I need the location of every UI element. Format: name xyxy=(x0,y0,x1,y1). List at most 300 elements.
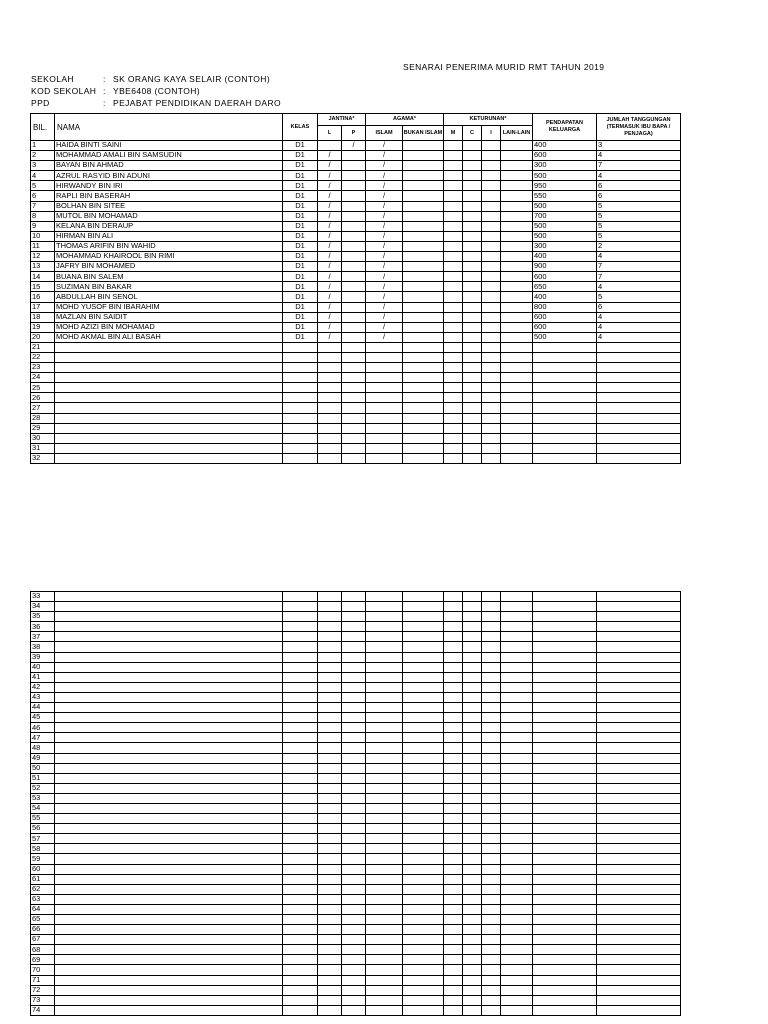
lain-lain-cell xyxy=(501,602,533,612)
pendapatan-cell xyxy=(533,723,597,733)
table-row xyxy=(31,904,681,914)
tanggungan-cell xyxy=(597,864,681,874)
tanggungan-cell xyxy=(597,592,681,602)
lain-lain-cell xyxy=(501,783,533,793)
i-cell xyxy=(482,854,501,864)
p-cell xyxy=(342,231,366,241)
kelas-cell xyxy=(283,743,318,753)
table-row xyxy=(31,834,681,844)
table-row xyxy=(31,141,681,151)
bukan-islam-cell xyxy=(403,423,444,433)
bukan-islam-cell xyxy=(403,262,444,272)
lain-lain-cell xyxy=(501,383,533,393)
m-cell xyxy=(444,925,463,935)
col-nama: NAMA xyxy=(55,114,283,141)
pendapatan-cell: 500 xyxy=(533,201,597,211)
l-cell: / xyxy=(318,252,342,262)
table-row xyxy=(31,393,681,403)
kelas-cell xyxy=(283,935,318,945)
islam-cell: / xyxy=(366,272,403,282)
table-row xyxy=(31,844,681,854)
nama-cell xyxy=(55,975,283,985)
islam-cell xyxy=(366,592,403,602)
c-cell xyxy=(463,312,482,322)
table-row xyxy=(31,602,681,612)
bukan-islam-cell xyxy=(403,874,444,884)
islam-cell xyxy=(366,854,403,864)
nama-cell xyxy=(55,864,283,874)
kelas-cell xyxy=(283,884,318,894)
students-table-continued xyxy=(30,591,681,1016)
pendapatan-cell xyxy=(533,453,597,463)
c-cell xyxy=(463,662,482,672)
bil-cell: 2 xyxy=(31,151,55,161)
table-row xyxy=(31,332,681,342)
p-cell xyxy=(342,824,366,834)
i-cell xyxy=(482,272,501,282)
nama-cell xyxy=(55,393,283,403)
nama-cell xyxy=(55,662,283,672)
bil-cell: 35 xyxy=(31,612,55,622)
c-cell xyxy=(463,763,482,773)
l-cell xyxy=(318,403,342,413)
p-cell xyxy=(342,622,366,632)
table-row xyxy=(31,252,681,262)
p-cell xyxy=(342,322,366,332)
l-cell xyxy=(318,672,342,682)
kelas-cell xyxy=(283,453,318,463)
pendapatan-cell xyxy=(533,814,597,824)
nama-cell: AZRUL RASYID BIN ADUNI xyxy=(55,171,283,181)
l-cell: / xyxy=(318,171,342,181)
bukan-islam-cell xyxy=(403,753,444,763)
kelas-cell: D1 xyxy=(283,312,318,322)
lain-lain-cell xyxy=(501,935,533,945)
bukan-islam-cell xyxy=(403,171,444,181)
bil-cell: 49 xyxy=(31,753,55,763)
tanggungan-cell: 7 xyxy=(597,161,681,171)
bil-cell: 68 xyxy=(31,945,55,955)
nama-cell xyxy=(55,363,283,373)
tanggungan-cell: 6 xyxy=(597,302,681,312)
l-cell xyxy=(318,803,342,813)
i-cell xyxy=(482,211,501,221)
c-cell xyxy=(463,682,482,692)
bil-cell: 23 xyxy=(31,363,55,373)
c-cell xyxy=(463,292,482,302)
p-cell xyxy=(342,925,366,935)
l-cell xyxy=(318,753,342,763)
tanggungan-cell xyxy=(597,945,681,955)
p-cell xyxy=(342,171,366,181)
tanggungan-cell: 4 xyxy=(597,332,681,342)
islam-cell: / xyxy=(366,312,403,322)
col-p: P xyxy=(342,126,366,141)
islam-cell xyxy=(366,622,403,632)
kelas-cell xyxy=(283,662,318,672)
c-cell xyxy=(463,793,482,803)
islam-cell xyxy=(366,763,403,773)
p-cell xyxy=(342,743,366,753)
p-cell xyxy=(342,312,366,322)
bukan-islam-cell xyxy=(403,161,444,171)
islam-cell: / xyxy=(366,211,403,221)
tanggungan-cell xyxy=(597,824,681,834)
i-cell xyxy=(482,602,501,612)
kelas-cell: D1 xyxy=(283,211,318,221)
l-cell: / xyxy=(318,272,342,282)
l-cell xyxy=(318,703,342,713)
p-cell xyxy=(342,803,366,813)
nama-cell xyxy=(55,793,283,803)
i-cell xyxy=(482,844,501,854)
nama-cell xyxy=(55,874,283,884)
islam-cell xyxy=(366,632,403,642)
lain-lain-cell xyxy=(501,874,533,884)
m-cell xyxy=(444,783,463,793)
table-row xyxy=(31,743,681,753)
lain-lain-cell xyxy=(501,403,533,413)
bukan-islam-cell xyxy=(403,925,444,935)
kod-sekolah-line xyxy=(31,86,200,96)
nama-cell: MOHD AKMAL BIN ALI BASAH xyxy=(55,332,283,342)
colon: : xyxy=(103,98,106,108)
tanggungan-cell xyxy=(597,925,681,935)
i-cell xyxy=(482,592,501,602)
bukan-islam-cell xyxy=(403,211,444,221)
table-row xyxy=(31,793,681,803)
i-cell xyxy=(482,443,501,453)
bukan-islam-cell xyxy=(403,955,444,965)
i-cell xyxy=(482,221,501,231)
lain-lain-cell xyxy=(501,834,533,844)
islam-cell xyxy=(366,383,403,393)
l-cell xyxy=(318,935,342,945)
table-row xyxy=(31,191,681,201)
c-cell xyxy=(463,191,482,201)
m-cell xyxy=(444,844,463,854)
nama-cell: JAFRY BIN MOHAMED xyxy=(55,262,283,272)
i-cell xyxy=(482,161,501,171)
l-cell xyxy=(318,733,342,743)
tanggungan-cell xyxy=(597,433,681,443)
islam-cell xyxy=(366,373,403,383)
kelas-cell xyxy=(283,652,318,662)
islam-cell xyxy=(366,884,403,894)
pendapatan-cell xyxy=(533,975,597,985)
colon: : xyxy=(103,86,106,96)
table-row xyxy=(31,423,681,433)
islam-cell xyxy=(366,602,403,612)
kelas-cell xyxy=(283,672,318,682)
lain-lain-cell xyxy=(501,985,533,995)
c-cell xyxy=(463,171,482,181)
bukan-islam-cell xyxy=(403,945,444,955)
p-cell xyxy=(342,642,366,652)
col-kelas: KELAS xyxy=(283,114,318,141)
i-cell xyxy=(482,363,501,373)
bil-cell: 22 xyxy=(31,352,55,362)
kelas-cell: D1 xyxy=(283,322,318,332)
lain-lain-cell xyxy=(501,332,533,342)
m-cell xyxy=(444,612,463,622)
islam-cell xyxy=(366,814,403,824)
nama-cell: ABDULLAH BIN SENOL xyxy=(55,292,283,302)
m-cell xyxy=(444,995,463,1005)
p-cell xyxy=(342,632,366,642)
bil-cell: 14 xyxy=(31,272,55,282)
kelas-cell xyxy=(283,803,318,813)
tanggungan-cell xyxy=(597,904,681,914)
kelas-cell: D1 xyxy=(283,221,318,231)
c-cell xyxy=(463,413,482,423)
islam-cell xyxy=(366,672,403,682)
p-cell xyxy=(342,682,366,692)
bukan-islam-cell xyxy=(403,201,444,211)
p-cell xyxy=(342,894,366,904)
islam-cell: / xyxy=(366,322,403,332)
col-lain-lain: LAIN-LAIN xyxy=(501,126,533,141)
tanggungan-cell: 5 xyxy=(597,292,681,302)
i-cell xyxy=(482,692,501,702)
i-cell xyxy=(482,622,501,632)
l-cell: / xyxy=(318,211,342,221)
c-cell xyxy=(463,181,482,191)
bukan-islam-cell xyxy=(403,844,444,854)
m-cell xyxy=(444,622,463,632)
islam-cell xyxy=(366,433,403,443)
m-cell xyxy=(444,723,463,733)
m-cell xyxy=(444,602,463,612)
c-cell xyxy=(463,783,482,793)
table-row xyxy=(31,612,681,622)
bil-cell: 47 xyxy=(31,733,55,743)
p-cell xyxy=(342,272,366,282)
table-row xyxy=(31,642,681,652)
tanggungan-cell: 4 xyxy=(597,312,681,322)
bil-cell: 44 xyxy=(31,703,55,713)
pendapatan-cell xyxy=(533,945,597,955)
nama-cell xyxy=(55,1005,283,1015)
m-cell xyxy=(444,241,463,251)
c-cell xyxy=(463,753,482,763)
nama-cell: MAZLAN BIN SAIDIT xyxy=(55,312,283,322)
bil-cell: 1 xyxy=(31,141,55,151)
bil-cell: 73 xyxy=(31,995,55,1005)
table-row xyxy=(31,925,681,935)
bukan-islam-cell xyxy=(403,352,444,362)
p-cell xyxy=(342,692,366,702)
pendapatan-cell xyxy=(533,682,597,692)
i-cell xyxy=(482,282,501,292)
tanggungan-cell xyxy=(597,723,681,733)
table-row xyxy=(31,262,681,272)
c-cell xyxy=(463,1005,482,1015)
kelas-cell: D1 xyxy=(283,302,318,312)
m-cell xyxy=(444,592,463,602)
table-row xyxy=(31,894,681,904)
kod-sekolah-value: YBE6408 (CONTOH) xyxy=(113,86,201,96)
tanggungan-cell xyxy=(597,793,681,803)
lain-lain-cell xyxy=(501,181,533,191)
bukan-islam-cell xyxy=(403,965,444,975)
i-cell xyxy=(482,141,501,151)
pendapatan-cell xyxy=(533,363,597,373)
i-cell xyxy=(482,783,501,793)
i-cell xyxy=(482,743,501,753)
lain-lain-cell xyxy=(501,141,533,151)
bukan-islam-cell xyxy=(403,935,444,945)
table-row xyxy=(31,985,681,995)
l-cell xyxy=(318,692,342,702)
tanggungan-cell: 4 xyxy=(597,282,681,292)
l-cell xyxy=(318,592,342,602)
tanggungan-cell xyxy=(597,682,681,692)
kelas-cell: D1 xyxy=(283,262,318,272)
table-row xyxy=(31,672,681,682)
table-row xyxy=(31,363,681,373)
l-cell xyxy=(318,884,342,894)
pendapatan-cell xyxy=(533,413,597,423)
table-row xyxy=(31,773,681,783)
pendapatan-cell xyxy=(533,433,597,443)
tanggungan-cell xyxy=(597,965,681,975)
pendapatan-cell: 800 xyxy=(533,302,597,312)
c-cell xyxy=(463,642,482,652)
pendapatan-cell xyxy=(533,662,597,672)
bukan-islam-cell xyxy=(403,592,444,602)
lain-lain-cell xyxy=(501,995,533,1005)
table-row xyxy=(31,703,681,713)
kelas-cell xyxy=(283,904,318,914)
lain-lain-cell xyxy=(501,272,533,282)
islam-cell: / xyxy=(366,262,403,272)
islam-cell xyxy=(366,783,403,793)
nama-cell xyxy=(55,453,283,463)
kelas-cell xyxy=(283,975,318,985)
bukan-islam-cell xyxy=(403,151,444,161)
pendapatan-cell: 500 xyxy=(533,332,597,342)
table-row xyxy=(31,312,681,322)
tanggungan-cell xyxy=(597,713,681,723)
tanggungan-cell xyxy=(597,743,681,753)
pendapatan-cell: 300 xyxy=(533,241,597,251)
l-cell: / xyxy=(318,201,342,211)
tanggungan-cell: 5 xyxy=(597,201,681,211)
bil-cell: 19 xyxy=(31,322,55,332)
bukan-islam-cell xyxy=(403,191,444,201)
tanggungan-cell xyxy=(597,985,681,995)
lain-lain-cell xyxy=(501,592,533,602)
m-cell xyxy=(444,151,463,161)
l-cell xyxy=(318,915,342,925)
m-cell xyxy=(444,682,463,692)
c-cell xyxy=(463,824,482,834)
i-cell xyxy=(482,763,501,773)
pendapatan-cell xyxy=(533,672,597,682)
nama-cell xyxy=(55,433,283,443)
bil-cell: 54 xyxy=(31,803,55,813)
bukan-islam-cell xyxy=(403,312,444,322)
l-cell: / xyxy=(318,282,342,292)
pendapatan-cell: 550 xyxy=(533,191,597,201)
table-row xyxy=(31,383,681,393)
p-cell xyxy=(342,904,366,914)
tanggungan-cell xyxy=(597,622,681,632)
c-cell xyxy=(463,252,482,262)
pendapatan-cell xyxy=(533,443,597,453)
p-cell xyxy=(342,662,366,672)
islam-cell xyxy=(366,363,403,373)
nama-cell xyxy=(55,743,283,753)
tanggungan-cell xyxy=(597,703,681,713)
nama-cell: KELANA BIN DERAUP xyxy=(55,221,283,231)
kelas-cell: D1 xyxy=(283,181,318,191)
l-cell xyxy=(318,743,342,753)
pendapatan-cell xyxy=(533,622,597,632)
bukan-islam-cell xyxy=(403,292,444,302)
c-cell xyxy=(463,592,482,602)
table-row xyxy=(31,632,681,642)
c-cell xyxy=(463,703,482,713)
tanggungan-cell xyxy=(597,955,681,965)
bukan-islam-cell xyxy=(403,443,444,453)
p-cell xyxy=(342,884,366,894)
l-cell xyxy=(318,413,342,423)
lain-lain-cell xyxy=(501,201,533,211)
document-title: SENARAI PENERIMA MURID RMT TAHUN 2019 xyxy=(403,62,605,72)
i-cell xyxy=(482,403,501,413)
islam-cell xyxy=(366,403,403,413)
table-row xyxy=(31,302,681,312)
tanggungan-cell xyxy=(597,1005,681,1015)
c-cell xyxy=(463,945,482,955)
pendapatan-cell xyxy=(533,383,597,393)
p-cell xyxy=(342,332,366,342)
kelas-cell xyxy=(283,874,318,884)
lain-lain-cell xyxy=(501,622,533,632)
tanggungan-cell xyxy=(597,602,681,612)
i-cell xyxy=(482,985,501,995)
i-cell xyxy=(482,201,501,211)
l-cell xyxy=(318,662,342,672)
c-cell xyxy=(463,733,482,743)
bil-cell: 74 xyxy=(31,1005,55,1015)
bukan-islam-cell xyxy=(403,272,444,282)
tanggungan-cell xyxy=(597,915,681,925)
bil-cell: 8 xyxy=(31,211,55,221)
p-cell xyxy=(342,592,366,602)
tanggungan-cell xyxy=(597,692,681,702)
islam-cell xyxy=(366,713,403,723)
i-cell xyxy=(482,793,501,803)
pendapatan-cell xyxy=(533,403,597,413)
nama-cell xyxy=(55,814,283,824)
nama-cell: HIRWANDY BIN IRI xyxy=(55,181,283,191)
pendapatan-cell xyxy=(533,632,597,642)
lain-lain-cell xyxy=(501,632,533,642)
c-cell xyxy=(463,141,482,151)
l-cell xyxy=(318,723,342,733)
p-cell xyxy=(342,763,366,773)
l-cell: / xyxy=(318,231,342,241)
c-cell xyxy=(463,743,482,753)
i-cell xyxy=(482,894,501,904)
bukan-islam-cell xyxy=(403,783,444,793)
lain-lain-cell xyxy=(501,373,533,383)
i-cell xyxy=(482,231,501,241)
kelas-cell: D1 xyxy=(283,272,318,282)
